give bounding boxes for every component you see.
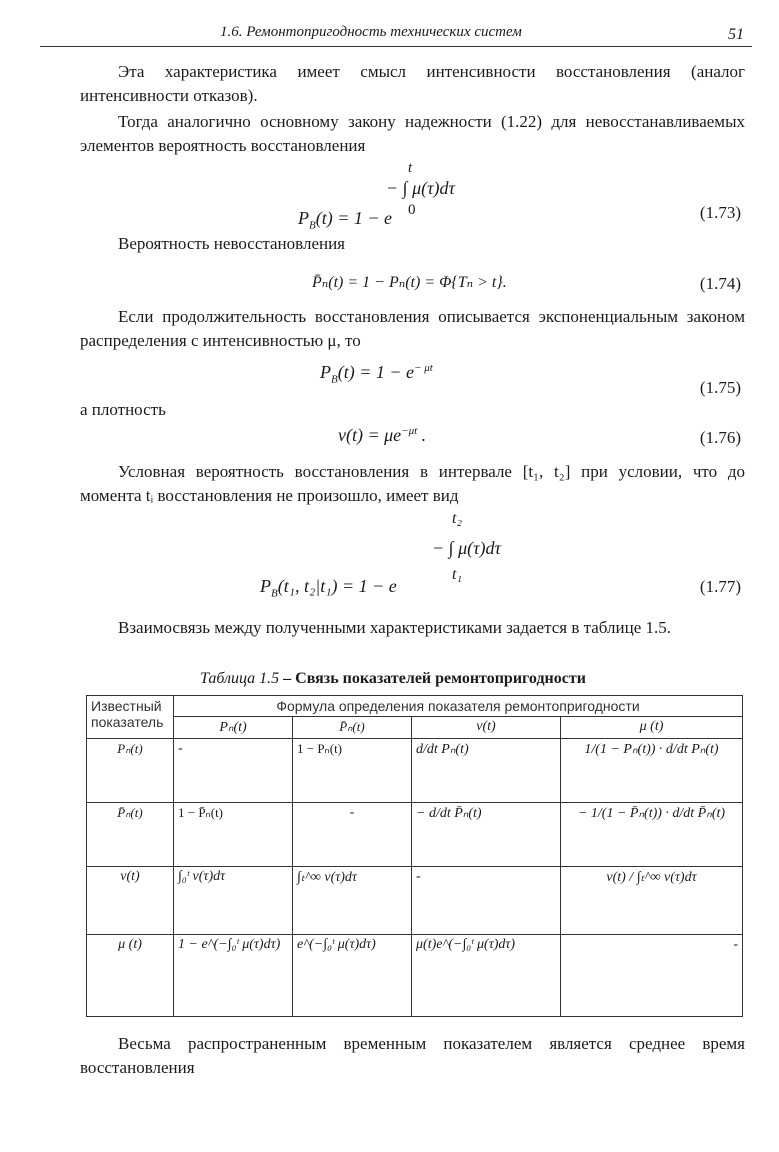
equation-1-75	[320, 362, 433, 386]
eq77-exponent: − ∫ μ(τ)dτ	[432, 538, 501, 558]
eq77-lhs: P	[260, 576, 271, 596]
table-cell: 1 − Pₙ(t)	[293, 739, 412, 803]
row-label: μ (t)	[87, 935, 174, 1017]
table-cell: − d/dt P̄ₙ(t)	[412, 803, 561, 867]
paragraph-5: а плотность	[80, 400, 166, 419]
table-cell: 1/(1 − Pₙ(t)) · d/dt Pₙ(t)	[561, 739, 743, 803]
eq73-sub: B	[309, 219, 316, 232]
eq75-lhs: P	[320, 362, 331, 382]
table-caption	[200, 670, 586, 688]
paragraph-2: Тогда аналогично основному закону надежности (1.22) для невосстанавливаемых элементов вероятность восстановления	[80, 112, 745, 155]
page-number: 51	[728, 26, 744, 43]
eq-number-1-77: (1.77)	[699, 577, 741, 596]
equation-1-74: P̄ₙ(t) = 1 − Pₙ(t) = Φ{Tₙ > t}.	[312, 274, 507, 291]
paragraph-4: Если продолжительность восстановления описывается экспоненциальным законом распределения с интенсивностью μ, то	[80, 307, 745, 350]
table-row	[87, 935, 743, 1017]
table-cell: -	[174, 739, 293, 803]
paragraph-1: Эта характеристика имеет смысл интенсивности восстановления (аналог интенсивности отказов).	[80, 62, 745, 105]
table-cell: -	[412, 867, 561, 935]
row-label: P̄ₙ(t)	[87, 803, 174, 867]
eq-number-1-76: (1.76)	[699, 428, 741, 447]
eq76-body: ν(t) = μe	[338, 425, 402, 445]
eq75-exp: − μt	[414, 362, 433, 374]
table-cell: ν(t) / ∫ₜ^∞ ν(τ)dτ	[561, 867, 743, 935]
table-cell: -	[561, 935, 743, 1017]
table-cell: d/dt Pₙ(t)	[412, 739, 561, 803]
paragraph-8: Весьма распространенным временным показателем является среднее время восстановления	[80, 1034, 745, 1077]
eq73-upper-limit: t	[408, 160, 413, 176]
header-cell: Pₙ(t)	[174, 717, 293, 739]
eq75-sub: B	[331, 373, 338, 386]
col-formula-header: Формула определения показателя ремонтопригодности	[174, 696, 743, 717]
eq77-upper-limit: t₂	[452, 510, 463, 527]
eq75-body: (t) = 1 − e	[337, 362, 415, 382]
table-cell: ∫₀ᵗ ν(τ)dτ	[174, 867, 293, 935]
col-known-header: Известный показатель	[87, 696, 174, 739]
table-cell: − 1/(1 − P̄ₙ(t)) · d/dt P̄ₙ(t)	[561, 803, 743, 867]
paragraph-6: Условная вероятность восстановления в интервале [t₁, t₂] при условии, что до момента tᵢ восстановления не произошло, имеет вид	[80, 462, 745, 505]
table-row	[87, 867, 743, 935]
header-cell: ν(t)	[412, 717, 561, 739]
relations-table	[86, 695, 743, 1017]
equation-1-76: $\nu(t) = \mu e^{-\mu t}$ .	[338, 425, 427, 445]
table-cell: -	[293, 803, 412, 867]
table-row	[87, 803, 743, 867]
table-caption-label: Таблица 1.5	[200, 670, 280, 687]
eq73-body: (t) = 1 − e	[315, 208, 393, 228]
header-cell: μ (t)	[561, 717, 743, 739]
running-title: 1.6. Ремонтопригодность технических систем	[220, 24, 522, 40]
row-label: ν(t)	[87, 867, 174, 935]
table-cell: ∫ₜ^∞ ν(τ)dτ	[293, 867, 412, 935]
eq-number-1-73: (1.73)	[699, 203, 741, 222]
eq-number-1-74: (1.74)	[699, 274, 741, 293]
row-label: Pₙ(t)	[87, 739, 174, 803]
running-header	[40, 22, 752, 47]
table-cell: μ(t)e^(−∫₀ᵗ μ(τ)dτ)	[412, 935, 561, 1017]
eq76-exp: −μt	[401, 425, 418, 437]
eq77-lower-limit: t₁	[452, 566, 463, 583]
eq77-sub: B	[271, 587, 278, 600]
table-cell: 1 − P̄ₙ(t)	[174, 803, 293, 867]
table-cell: e^(−∫₀ᵗ μ(τ)dτ)	[293, 935, 412, 1017]
eq73-exponent: − ∫ μ(τ)dτ	[386, 178, 455, 198]
table-cell: 1 − e^(−∫₀ᵗ μ(τ)dτ)	[174, 935, 293, 1017]
eq-number-1-75: (1.75)	[699, 378, 741, 397]
eq73-lower-limit: 0	[408, 202, 416, 218]
table-row	[87, 739, 743, 803]
paragraph-3: Вероятность невосстановления	[118, 234, 346, 253]
eq73-lhs: P	[298, 208, 309, 228]
table-caption-title: – Связь показателей ремонтопригодности	[283, 670, 586, 687]
paragraph-7: Взаимосвязь между полученными характеристиками задается в таблице 1.5.	[118, 618, 671, 637]
eq77-body: (t₁, t₂|t₁) = 1 − e	[277, 576, 397, 596]
header-cell: P̄ₙ(t)	[293, 717, 412, 739]
